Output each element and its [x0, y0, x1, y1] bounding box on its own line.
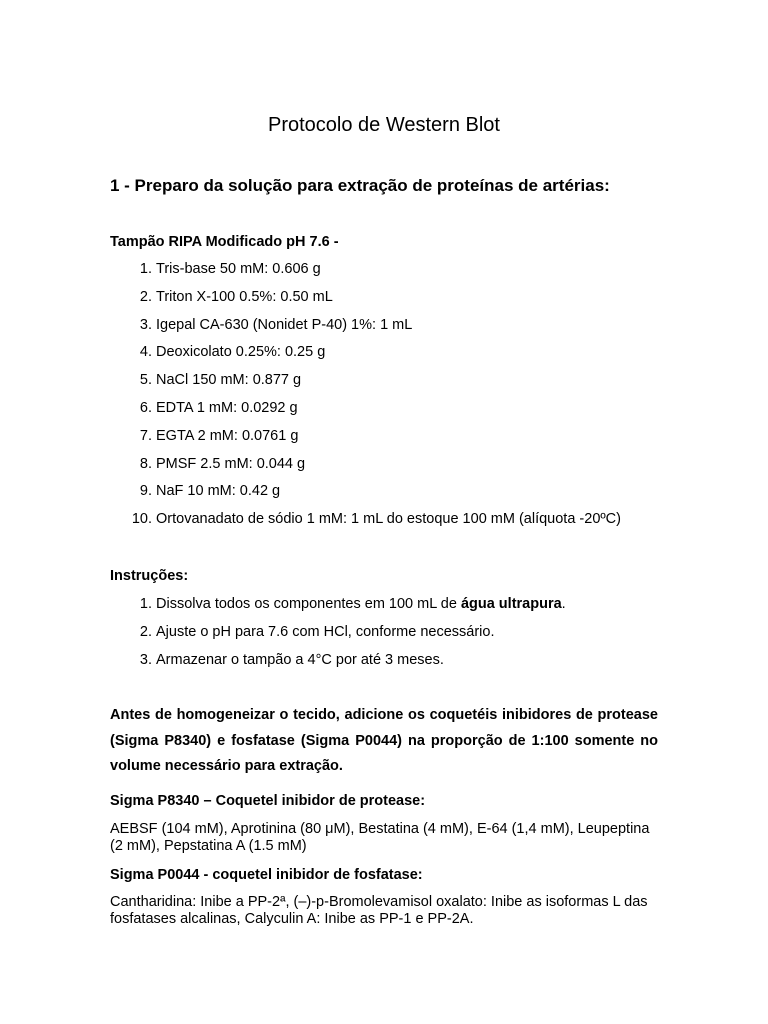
list-item-text: Ajuste o pH para 7.6 com HCl, conforme necessário. [156, 623, 495, 640]
list-item-text: Triton X-100 0.5%: 0.50 mL [156, 288, 333, 305]
list-item-text: Armazenar o tampão a 4°C por até 3 meses. [156, 651, 444, 668]
list-item-number: 2. [139, 623, 152, 640]
list-item-number: 1. [139, 596, 152, 612]
list-item-number: 2. [139, 288, 152, 305]
list-item-text: NaF 10 mM: 0.42 g [156, 483, 281, 500]
list-item-number: 3. [139, 651, 152, 668]
list-item-number: 5. [139, 372, 152, 389]
list-item-text: Igepal CA-630 (Nonidet P-40) 1%: 1 mL [156, 316, 413, 333]
section-heading: 1 - Preparo da solução para extração de proteínas de artérias: [110, 176, 610, 195]
list-item-number: 7. [139, 427, 152, 444]
list-item-text: EDTA 1 mM: 0.0292 g [156, 399, 298, 416]
p8340-description: AEBSF (104 mM), Aprotinina (80 μM), Bestatina (4 mM), E-64 (1,4 mM), Leupeptina (2 mM), Pepstatina A (1.5 mM) [110, 821, 650, 854]
list-item-text: Ortovanadato de sódio 1 mM: 1 mL do estoque 100 mM (alíquota -20ºC) [156, 511, 621, 528]
p8340-heading: Sigma P8340 – Coquetel inibidor de protease: [110, 793, 426, 809]
list-item-text: EGTA 2 mM: 0.0761 g [156, 427, 299, 444]
list-item-number: 8. [139, 455, 152, 472]
list-item-text: Tris-base 50 mM: 0.606 g [156, 261, 321, 277]
list-item-number: 4. [139, 344, 152, 361]
list-item-text: NaCl 150 mM: 0.877 g [156, 372, 302, 389]
list-item-text [156, 594, 566, 614]
inhibitor-note: Antes de homogeneizar o tecido, adicione os coquetéis inibidores de protease (Sigma P8340) e fosfatase (Sigma P0044) na proporção de 1:100 somente no volume necessário para extração. [110, 707, 658, 774]
list-item-number: 1. [139, 261, 152, 277]
list-item-text: PMSF 2.5 mM: 0.044 g [156, 455, 306, 472]
instruction-text-end: . [561, 596, 566, 612]
list-item-number: 9. [139, 483, 152, 500]
list-item-number: 10. [131, 511, 152, 528]
instruction-text: Dissolva todos os componentes em 100 mL de [156, 596, 461, 612]
list-item-number: 3. [139, 316, 152, 333]
instructions-heading: Instruções: [110, 568, 189, 584]
document-title: Protocolo de Western Blot [268, 114, 500, 136]
buffer-heading: Tampão RIPA Modificado pH 7.6 - [110, 234, 339, 250]
list-item-text: Deoxicolato 0.25%: 0.25 g [156, 344, 326, 361]
p0044-description: Cantharidina: Inibe a PP-2ª, (–)-p-Bromolevamisol oxalato: Inibe as isoformas L das fosfatases alcalinas, Calyculin A: Inibe as PP-1 e PP-2A. [110, 894, 648, 927]
p0044-heading: Sigma P0044 - coquetel inibidor de fosfatase: [110, 867, 423, 883]
instruction-emphasis: água ultrapura [460, 596, 562, 612]
list-item-number: 6. [139, 399, 152, 416]
